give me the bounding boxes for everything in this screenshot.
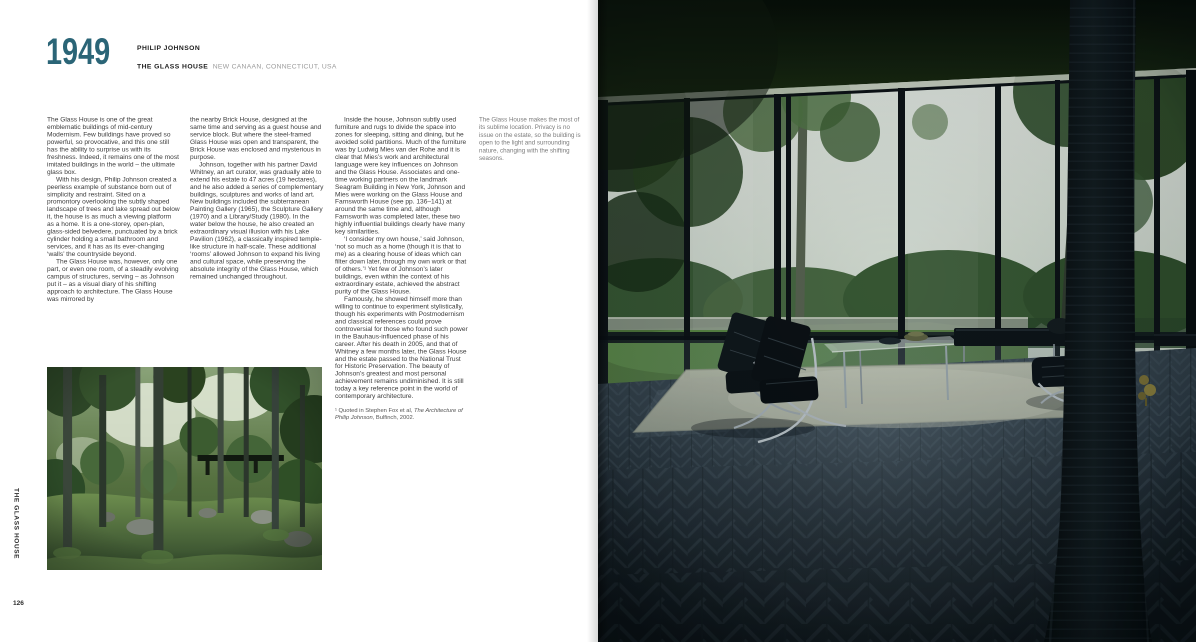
paragraph: the nearby Brick House, designed at the same time and serving as a guest house and service block. But where the steel-framed Glass House was open and transparent, the Brick House was enclosed and mysterious in purpose. bbox=[190, 115, 322, 161]
forest-photo-art bbox=[47, 367, 322, 570]
footnote-book-title: The Architecture of Philip Johnson bbox=[335, 407, 463, 421]
year-heading: 1949 bbox=[46, 30, 111, 72]
text-column-3 bbox=[335, 116, 470, 421]
text-column-2 bbox=[190, 116, 324, 280]
footnote-text: , Bulfinch, 2002. bbox=[372, 414, 415, 421]
footnote bbox=[335, 407, 470, 421]
photo-caption: The Glass House makes the most of its sublime location. Privacy is no issue on the estate, so the building is open to the light and surrounding nature, changing with the shifting seasons. bbox=[479, 116, 581, 162]
architect-name: PHILIP JOHNSON bbox=[137, 44, 201, 52]
page-gutter-shadow bbox=[587, 0, 598, 642]
project-line bbox=[137, 63, 337, 71]
paragraph: ‘I consider my own house,’ said Johnson, ‘not so much as a home (though it is that to me) as a clearing house of ideas which can filter down later, through my own work or that of others.’¹ Yet few of Johnson’s later buildings, even within the context of his extraordinary estate, achieved the abstract purity of the Glass House. bbox=[335, 235, 467, 295]
paragraph: With his design, Philip Johnson created a peerless example of substance born out of simplicity and restraint. Sited on a promontory overlooking the subtly shaped landscape of trees and lake spread out below it, the house is as much a viewing platform as a home. It is a one-storey, open-plan, glass-sided belvedere, punctuated by a brick cylinder holding a small bathroom and services, and it has as its ever-changing ‘walls’ the countryside beyond. bbox=[47, 175, 180, 258]
paragraph: The Glass House is one of the great emblematic buildings of mid-century Modernism. Few buildings have proved so powerful, so provocative, and this one still has the ability to surprise us with its freshness. Indeed, it remains one of the most imitated buildings in the world – the ultimate glass box. bbox=[47, 115, 179, 176]
interior-photo-art bbox=[598, 0, 1196, 642]
paragraph: Johnson, together with his partner David Whitney, an art curator, was gradually able to extend his estate to 47 acres (19 hectares), and he also added a series of complementary buildings, sculptures and works of land art. New buildings included the subterranean Painting Gallery (1965), the Sculpture Gallery (1970) and a Library/Study (1980). In the water below the house, he also created an extraordinary visual illusion with his Lake Pavilion (1962), a classically inspired temple-like structure in half-scale. These additional ‘rooms’ allowed Johnson to expand his living and cultural space, while preserving the absolute integrity of the Glass House, which remained unchanged throughout. bbox=[190, 160, 324, 281]
text-column-1 bbox=[47, 116, 180, 303]
project-location: NEW CANAAN, CONNECTICUT, USA bbox=[212, 62, 337, 70]
project-title: THE GLASS HOUSE bbox=[137, 62, 209, 70]
header-block bbox=[137, 44, 337, 70]
forest-photo bbox=[47, 367, 322, 570]
sidebar-vertical-title: THE GLASS HOUSE bbox=[13, 488, 21, 560]
paragraph: Inside the house, Johnson subtly used furniture and rugs to divide the space into zones for sleeping, sitting and dining, but he avoided solid partitions. Much of the furniture was by Ludwig Mies van der Rohe and it is clear that Mies’s work and architectural language were key influences on Johnson and the Glass House. Associates and one-time working partners on the landmark Seagram Building in New York, Johnson and Mies were working on the Glass House and Farnsworth House (see pp. 136–141) at around the same time and, although Farnsworth was completed later, these two highly influential buildings clearly have many key similarities. bbox=[335, 115, 467, 236]
page-number: 126 bbox=[13, 599, 24, 607]
footnote-text: ¹ Quoted in Stephen Fox et al, bbox=[335, 407, 414, 414]
paragraph: The Glass House was, however, only one part, or even one room, of a steadily evolving campus of structures, serving – as Johnson put it – as a visual diary of his shifting approach to architecture. The Glass House was mirrored by bbox=[47, 257, 179, 303]
interior-photo bbox=[598, 0, 1196, 642]
paragraph: Famously, he showed himself more than willing to continue to experiment stylistically, though his experiments with Postmodernism and classical references could prove controversial for those who found such power in the Bauhaus-influenced phase of his career. After his death in 2005, and that of Whitney a few months later, the Glass House and the estate passed to the National Trust for Historic Preservation. The beauty of Johnson’s greatest and most personal achievement remains undiminished. It is still today a key reference point in the world of contemporary architecture. bbox=[335, 294, 468, 400]
